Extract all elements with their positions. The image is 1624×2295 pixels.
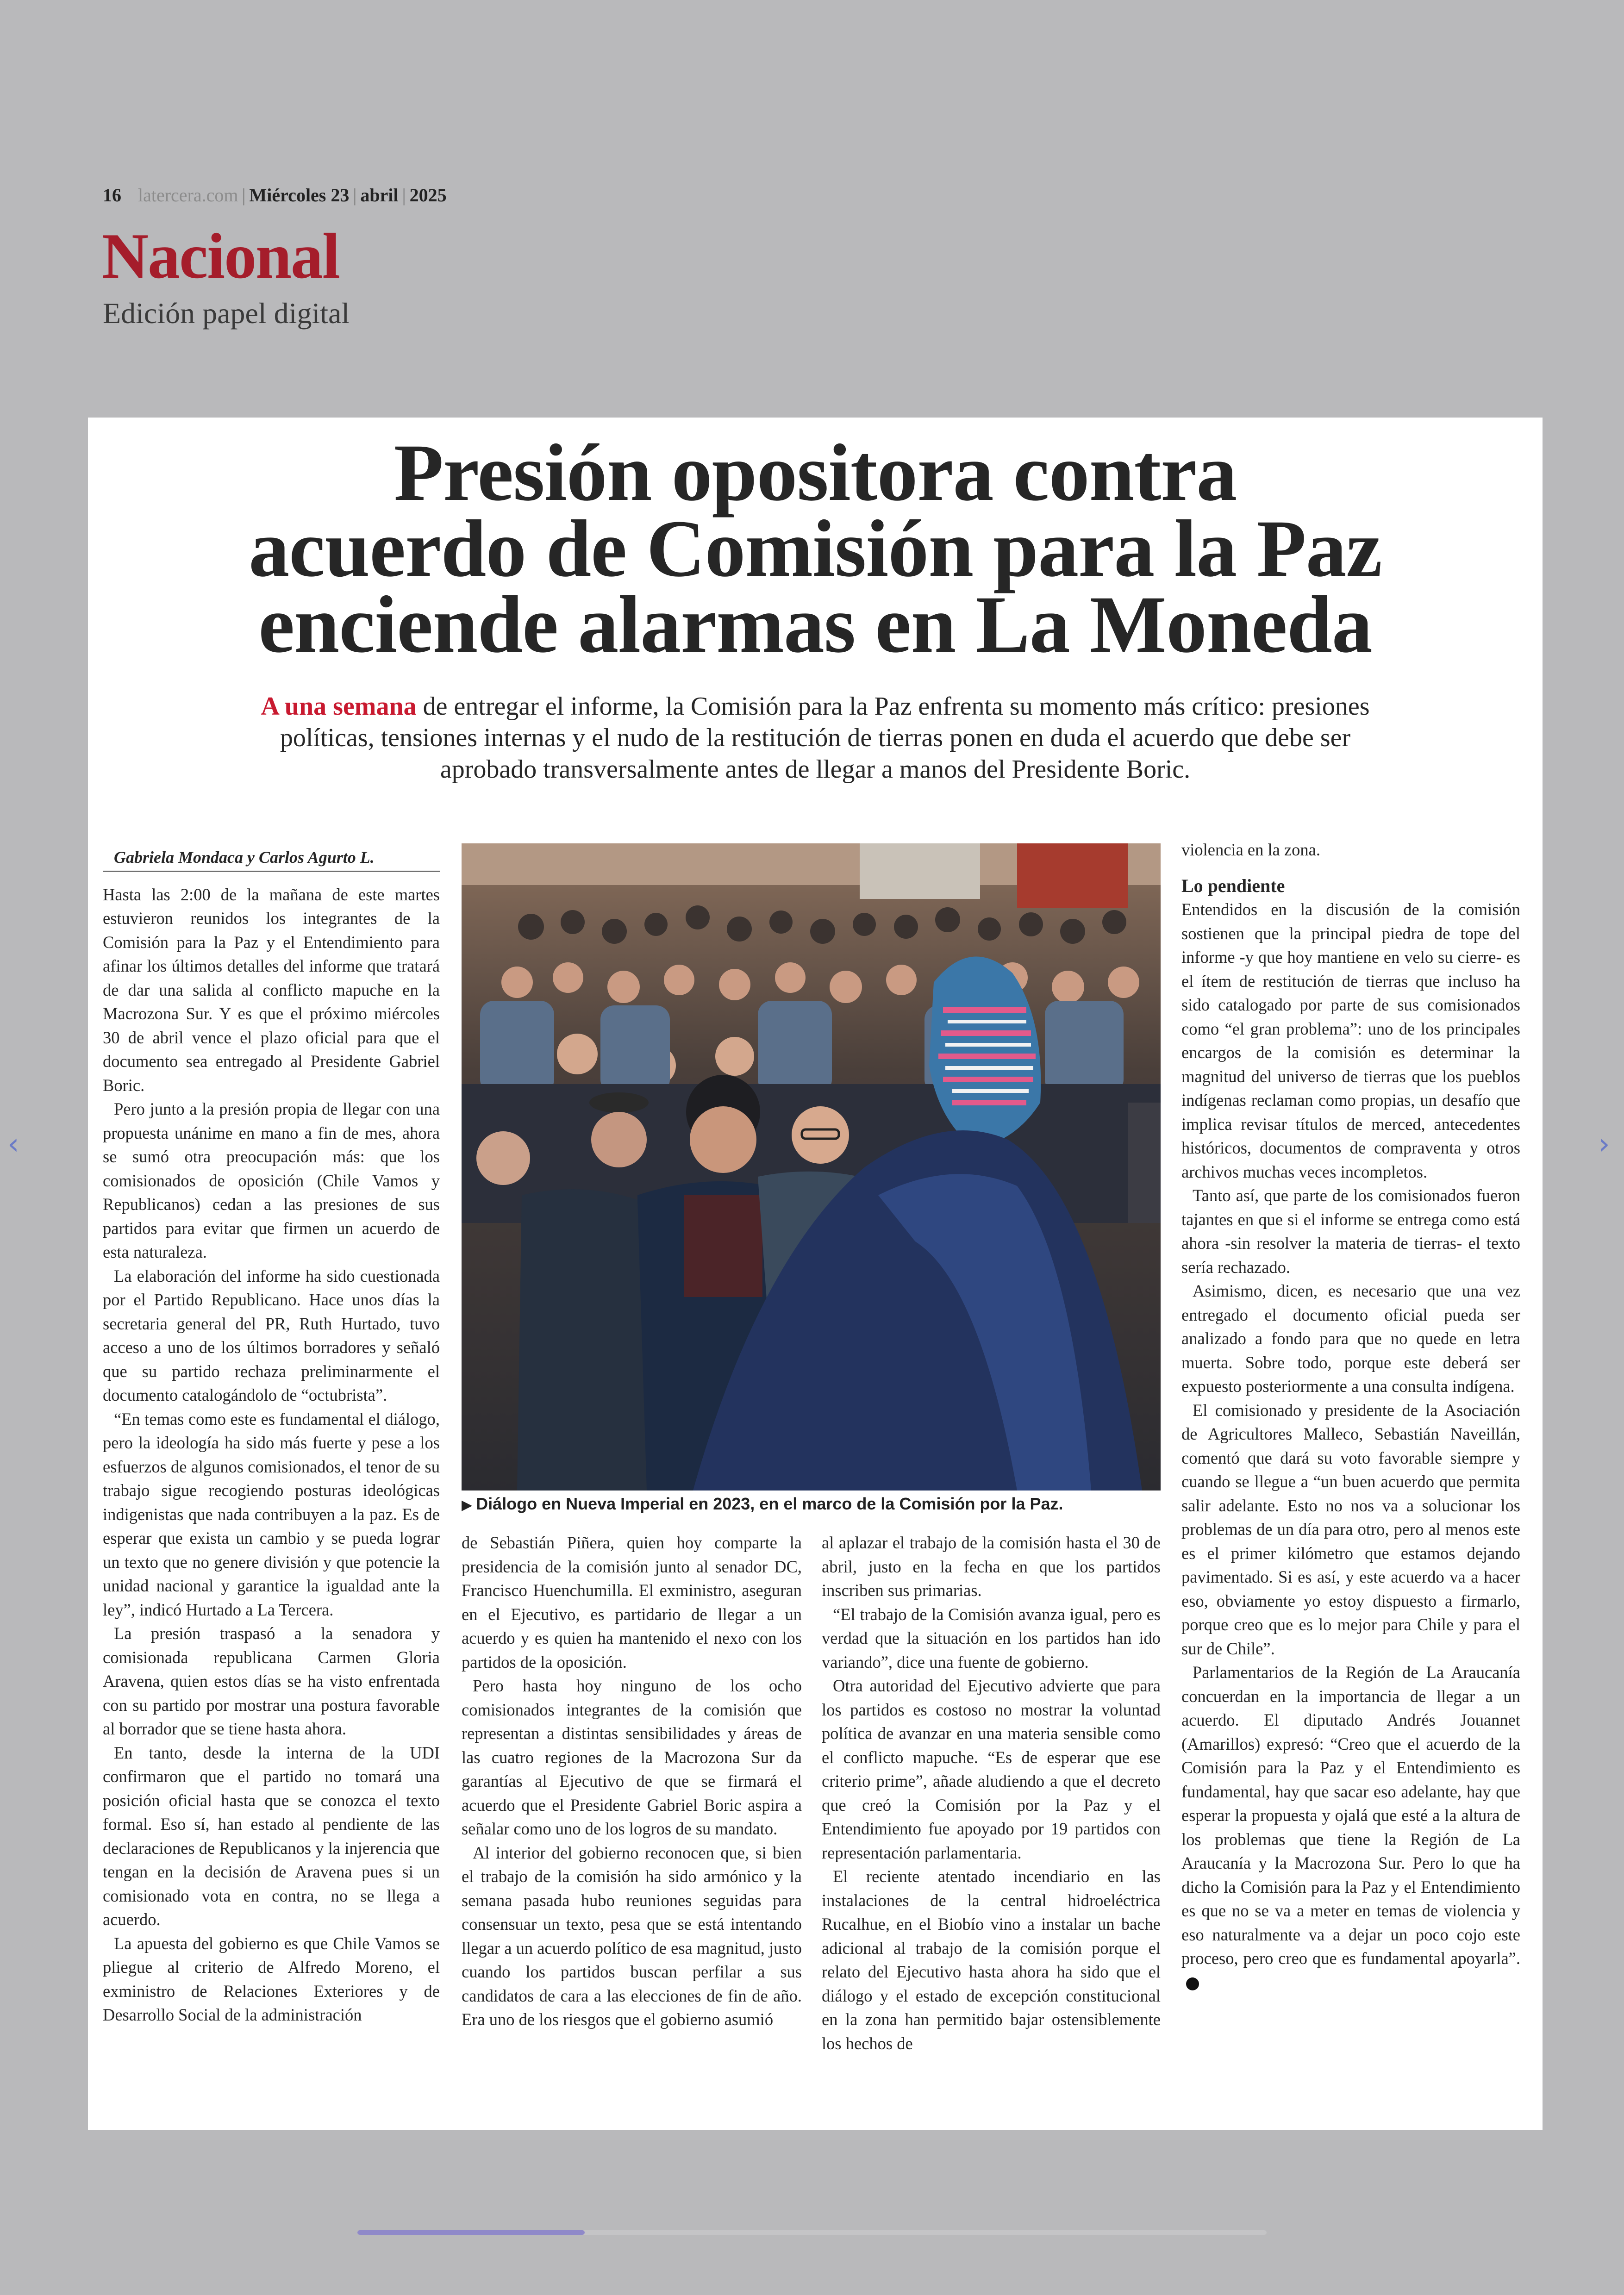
headline-line: acuerdo de Comisión para la Paz [249, 504, 1382, 594]
page-number: 16 [103, 185, 121, 206]
paragraph-text: Parlamentarios de la Región de La Araucanía concuerdan en la importancia de llegar a un acuerdo. El diputado Andrés Jouannet (Amarillos) expresó: “Creo que el acuerdo de la Comisión para la Paz y el Entendimiento es fundamental, hay que sacar eso adelante, hay que esperar la propuesta y ojalá que esté a la altura de los problemas que tiene la Región de La Araucanía y la Macrozona Sur. Pero lo que ha dicho la Comisión para la Paz y el Entendimiento es que no se va a meter en temas de violencia y eso naturalmente va a dejar un poco cojo este proceso, pero creo que es fundamental apoyarla”. [1181, 1663, 1520, 1968]
section-title: Nacional [102, 220, 339, 292]
paragraph: Pero junto a la presión propia de llegar con una propuesta unánime en mano a fin de mes, ahora se sumó otra preocupación más: que los comisionados de oposición (Chile Vamos y Republicanos) cedan a las presiones de sus partidos para evitar que firmen un acuerdo de esta naturaleza. [103, 1099, 440, 1261]
article-column-3 [822, 1531, 1161, 2055]
paragraph: Entendidos en la discusión de la comisión sostienen que la principal piedra de tope del informe -y que hoy mantiene en velo su cierre- es el ítem de restitución de tierras que incluso ha sido catalogado por parte de sus comisionados como “el gran problema”: uno de los principales encargos de la comisión es determinar la magnitud del universo de tierras que los pueblos indígenas reclaman como propias, un desafío que implica revisar títulos de merced, antecedentes históricos, documentos de compraventa y otros archivos muchas veces incompletos. [1181, 900, 1520, 1181]
paragraph: violencia en la zona. [1181, 840, 1320, 859]
lede-text: de entregar el informe, la Comisión para la Paz enfrenta su momento más crítico: presiones políticas, tensiones internas y el nudo de la restitución de tierras ponen en duda el acuerdo que debe ser aprobado transversalmente antes de llegar a manos del Presidente Boric. [280, 692, 1370, 784]
paragraph: Otra autoridad del Ejecutivo advierte que para los partidos es costoso no mostrar la voluntad política de avanzar en una materia sensible como el conflicto mapuche. “Es de esperar que ese criterio prime”, añade aludiendo a que el decreto que creó la Comisión por la Paz y el Entendimiento fue apoyado por 19 partidos con representación parlamentaria. [822, 1676, 1161, 1862]
paragraph: En tanto, desde la interna de la UDI confirmaron que el partido no tomará una posición oficial hasta que se conozca el texto formal. Eso sí, han estado al pendiente de las declaraciones de Republicanos y la injerencia que tengan en la decisión de Aravena pues si un comisionado vota en contra, no se llega a acuerdo. [103, 1743, 440, 1929]
article-column-2 [462, 1531, 802, 2032]
next-page-icon[interactable]: › [1598, 1127, 1610, 1161]
paragraph: La elaboración del informe ha sido cuestionada por el Partido Republicano. Hace unos días la secretaria general del PR, Ruth Hurtado, tuvo acceso a uno de los últimos borradores y señaló que su partido rechaza preliminarmente el documento catalogándolo de “octubrista”. [103, 1266, 440, 1404]
edition-label: Edición papel digital [103, 297, 350, 330]
page-scrollbar[interactable] [357, 2230, 1267, 2235]
caption-text: Diálogo en Nueva Imperial en 2023, en el marco de la Comisión por la Paz. [476, 1494, 1063, 1513]
paragraph: Tanto así, que parte de los comisionados fueron tajantes en que si el informe se entrega como está ahora -sin resolver la materia de tierras- el texto sería rechazado. [1181, 1186, 1520, 1277]
paragraph: El reciente atentado incendiario en las instalaciones de la central hidroeléctrica Rucalhue, en el Biobío vino a instalar un bache adicional al trabajo de la comisión porque el relato del Ejecutivo hasta ahora ha sido que el diálogo y el estado de excepción constitucional en la zona han permitido bajar ostensiblemente los hechos de [822, 1867, 1161, 2053]
subheading: Lo pendiente [1181, 875, 1285, 896]
end-mark-icon [1186, 1977, 1199, 1990]
headline-line: enciende alarmas en La Moneda [258, 580, 1372, 670]
article-photo [462, 843, 1161, 1491]
paragraph: El comisionado y presidente de la Asociación de Agricultores Malleco, Sebastián Naveillán, comentó que dará su voto favorable siempre y cuando se llegue a “un buen acuerdo que permita salir adelante. Esto no nos va a solucionar los problemas de un día para otro, pero al menos este es el primer kilómetro que estamos dejando pavimentado. Si es así, y este acuerdo va a hacer eso, obviamente yo estoy dispuesto a firmarlo, porque creo que es lo mejor para Chile y para el sur de Chile”. [1181, 1400, 1520, 1658]
paragraph: “El trabajo de la Comisión avanza igual, pero es verdad que la situación en los partidos han ido variando”, dice una fuente de gobierno. [822, 1604, 1161, 1671]
prev-page-icon[interactable]: ‹ [7, 1127, 19, 1161]
date-month: abril [360, 185, 399, 206]
newspaper-page [88, 418, 1543, 2130]
masthead [103, 184, 447, 206]
date-day: Miércoles 23 [249, 185, 350, 206]
paragraph: de Sebastián Piñera, quien hoy comparte la presidencia de la comisión junto al senador DC, Francisco Huenchumilla. El exministro, aseguran en el Ejecutivo, es partidario de llegar a un acuerdo y es quien ha mantenido el nexo con los partidos de la oposición. [462, 1533, 802, 1671]
paragraph: “En temas como este es fundamental el diálogo, pero la ideología ha sido más fuerte y pese a los esfuerzos de algunos comisionados, el tenor de su trabajo sigue recogiendo posturas ideológicas indigenistas que nada contribuyen a la paz. Es de esperar que exista un cambio y se pueda lograr un texto que no genere división y que potencie la unidad nacional y garantice la igualdad ante la ley”, indicó Hurtado a La Tercera. [103, 1409, 440, 1619]
headline-line: Presión opositora contra [394, 428, 1237, 518]
lede-lead: A una semana [261, 692, 417, 721]
photo-caption [462, 1494, 1161, 1514]
photo-image [462, 843, 1161, 1491]
dateline: 16 latercera.com | Miércoles 23 | abril | 2025 [103, 185, 447, 206]
paragraph: La presión traspasó a la senadora y comisionada republicana Carmen Gloria Aravena, quien estos días se ha visto enfrentada con su partido por mostrar una postura favorable al borrador que se tiene hasta ahora. [103, 1624, 440, 1738]
paragraph: La apuesta del gobierno es que Chile Vamos se pliegue al criterio de Alfredo Moreno, el exministro de Relaciones Exteriores y de Desarrollo Social de la administración [103, 1933, 440, 2024]
paragraph [1181, 1660, 1520, 1994]
article-column-1 [103, 846, 440, 2027]
site-name: latercera.com [138, 185, 238, 206]
byline: Gabriela Mondaca y Carlos Agurto L. [103, 846, 440, 872]
date-year: 2025 [409, 185, 447, 206]
paragraph: Hasta las 2:00 de la mañana de este martes estuvieron reunidos los integrantes de la Comisión para la Paz y el Entendimiento para afinar los últimos detalles del informe que tratará de dar una salida al conflicto mapuche en la Macrozona Sur. Y es que el próximo miércoles 30 de abril vence el plazo oficial para que el documento sea entregado al Presidente Gabriel Boric. [103, 885, 440, 1095]
caption-triangle-icon: ▶ [462, 1497, 473, 1513]
article-column-4 [1181, 838, 1520, 1994]
article-lede [250, 691, 1380, 785]
scrollbar-thumb[interactable] [357, 2230, 585, 2235]
paragraph: Pero hasta hoy ninguno de los ocho comisionados integrantes de la comisión que representan a distintas sensibilidades y áreas de las cuatro regiones de la Macrozona Sur da garantías al Ejecutivo de que se firmará el acuerdo que el Presidente Gabriel Boric aspira a señalar como uno de los logros de su mandato. [462, 1676, 802, 1838]
paragraph: Al interior del gobierno reconocen que, si bien el trabajo de la comisión ha sido armónico y la semana pasada hubo reuniones seguidas para consensuar un texto, pesa que se está intentando llegar a un acuerdo político de esa magnitud, justo cuando los partidos buscan perfilar a sus candidatos de cara a las elecciones de fin de año. Era uno de los riesgos que el gobierno asumió [462, 1843, 802, 2029]
paragraph: Asimismo, dicen, es necesario que una vez entregado el documento oficial pueda ser analizado a fondo para que no quede en letra muerta. Sobre todo, porque este deberá ser expuesto posteriormente a una consulta indígena. [1181, 1281, 1520, 1396]
paragraph: al aplazar el trabajo de la comisión hasta el 30 de abril, justo en la fecha en que los partidos inscriben sus primarias. [822, 1533, 1161, 1600]
article-headline [88, 428, 1543, 670]
